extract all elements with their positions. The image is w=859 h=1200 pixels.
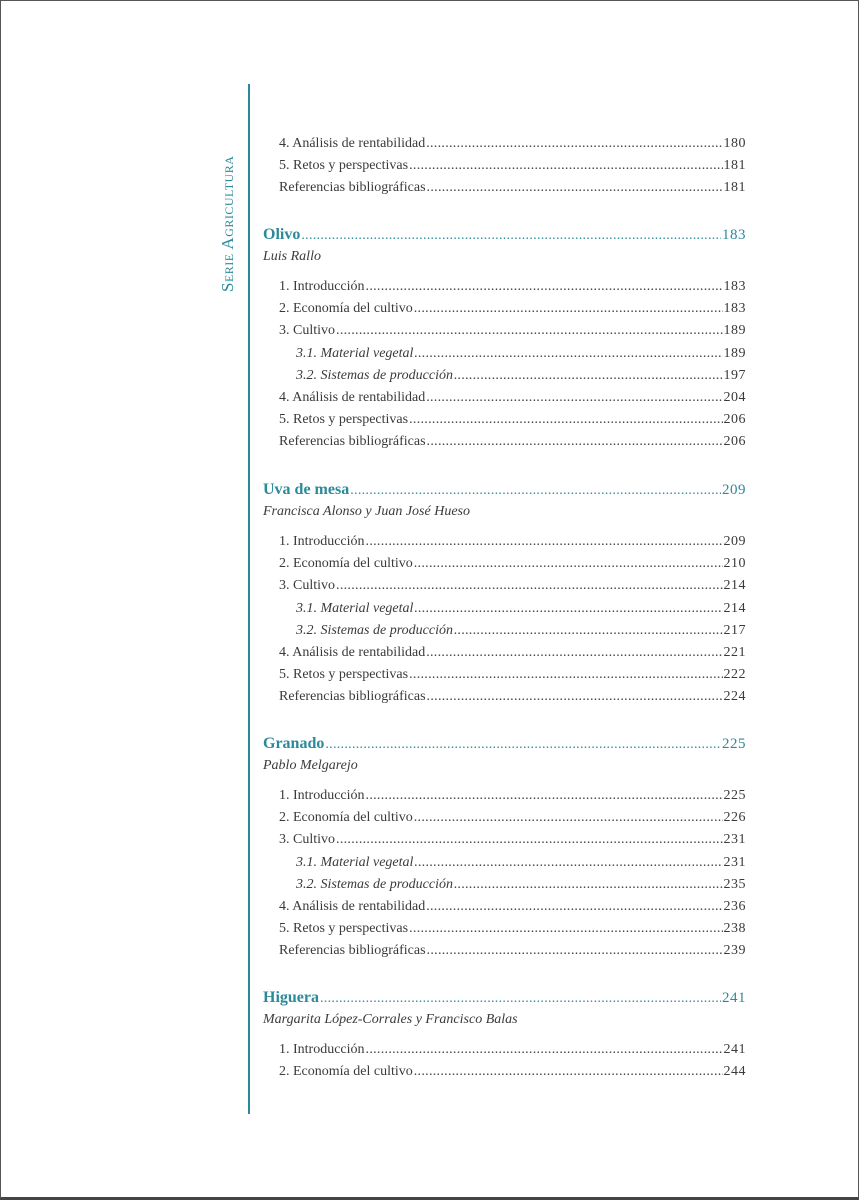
toc-item-page: 209 — [723, 534, 746, 549]
dot-leader — [336, 830, 722, 850]
toc-item-label: Referencias bibliográficas — [279, 689, 426, 705]
toc-item-label: 1. Introducción — [279, 788, 365, 803]
toc-item-label: 4. Análisis de rentabilidad — [279, 899, 426, 914]
toc-item — [279, 410, 746, 430]
chapter-heading — [263, 479, 746, 501]
dot-leader — [414, 853, 722, 873]
toc-item — [279, 554, 746, 574]
toc-item — [279, 897, 746, 917]
dot-leader — [454, 875, 723, 895]
toc-item — [279, 134, 746, 154]
toc-item-page: 204 — [723, 390, 746, 405]
toc-item — [279, 808, 746, 828]
dot-leader — [414, 808, 723, 828]
toc-item-label: 2. Economía del cultivo — [279, 556, 413, 572]
toc-item-page: 231 — [723, 832, 746, 848]
toc-item-page: 183 — [723, 301, 746, 317]
dot-leader — [336, 321, 722, 341]
toc-item-page: 225 — [723, 788, 746, 803]
toc-item-label: 3.2. Sistemas de producción — [296, 622, 453, 638]
toc-item-label: 3. Cultivo — [279, 323, 336, 339]
toc-subitem — [296, 344, 746, 364]
toc-item — [279, 576, 746, 596]
dot-leader — [414, 599, 722, 619]
toc-item-label: 3.2. Sistemas de producción — [296, 367, 453, 383]
dot-leader — [426, 388, 722, 408]
chapter-page: 183 — [722, 227, 746, 243]
toc-item-label: 4. Análisis de rentabilidad — [279, 136, 426, 151]
toc-item — [279, 665, 746, 685]
toc-item-page: 236 — [723, 899, 746, 914]
toc-item-page: 214 — [723, 578, 746, 594]
toc-item-label: 4. Análisis de rentabilidad — [279, 645, 426, 660]
toc-item-label: 3.1. Material vegetal — [296, 600, 414, 616]
series-title: Serie Agricultura — [218, 155, 237, 292]
toc-item-page: 189 — [723, 323, 746, 339]
toc-item-page: 206 — [723, 412, 746, 428]
toc-item — [279, 432, 746, 452]
toc-item-label: 3.1. Material vegetal — [296, 345, 414, 361]
toc-item-page: 222 — [723, 667, 746, 683]
chapter-heading — [263, 987, 746, 1009]
dot-leader — [427, 432, 723, 452]
toc-item — [279, 299, 746, 319]
toc-item-label: 1. Introducción — [279, 279, 365, 294]
toc-item — [279, 388, 746, 408]
dot-leader — [366, 277, 723, 297]
chapter-author: Pablo Melgarejo — [263, 758, 358, 773]
toc-item-label: 3.1. Material vegetal — [296, 854, 414, 870]
toc-item-label: 3.2. Sistemas de producción — [296, 876, 453, 892]
toc-item-page: 181 — [723, 180, 746, 196]
dot-leader — [427, 687, 723, 707]
chapter-author: Margarita López-Corrales y Francisco Balas — [263, 1012, 518, 1027]
toc-item-page: 235 — [723, 876, 746, 892]
toc-item — [279, 178, 746, 198]
toc-item-label: 4. Análisis de rentabilidad — [279, 390, 426, 405]
chapter-title: Uva de mesa — [263, 481, 350, 498]
toc-item-label: 1. Introducción — [279, 1042, 365, 1057]
toc-item-page: 224 — [723, 689, 746, 705]
toc-item-page: 239 — [723, 943, 746, 959]
dot-leader — [414, 1062, 723, 1082]
toc-item-label: 5. Retos y perspectivas — [279, 667, 409, 683]
toc-item-page: 181 — [723, 158, 746, 174]
toc-item-label: 2. Economía del cultivo — [279, 301, 413, 317]
dot-leader — [301, 225, 721, 247]
toc-item-page: 244 — [723, 1064, 746, 1080]
chapter-title: Olivo — [263, 226, 301, 243]
chapter-title: Higuera — [263, 989, 319, 1006]
toc-item-page: 221 — [723, 645, 746, 660]
toc-item-page: 183 — [723, 279, 746, 294]
dot-leader — [454, 621, 723, 641]
toc-item-page: 189 — [723, 345, 746, 361]
toc-item — [279, 1040, 746, 1060]
toc-item-page: 217 — [723, 622, 746, 638]
toc-item-page: 238 — [723, 921, 746, 937]
toc-subitem — [296, 621, 746, 641]
dot-leader — [366, 1040, 723, 1060]
toc-item-label: 1. Introducción — [279, 534, 365, 549]
toc-item-page: 197 — [723, 367, 746, 383]
spine-rule — [248, 84, 250, 1114]
dot-leader — [414, 344, 722, 364]
toc-subitem — [296, 853, 746, 873]
toc-item — [279, 830, 746, 850]
toc-item-label: 5. Retos y perspectivas — [279, 412, 409, 428]
toc-item-label: 3. Cultivo — [279, 832, 336, 848]
toc-subitem — [296, 875, 746, 895]
dot-leader — [366, 786, 723, 806]
dot-leader — [350, 480, 721, 502]
dot-leader — [427, 941, 723, 961]
toc-item — [279, 1062, 746, 1082]
dot-leader — [426, 897, 722, 917]
toc-item-page: 180 — [723, 136, 746, 151]
dot-leader — [409, 665, 722, 685]
dot-leader — [336, 576, 722, 596]
toc-item-label: Referencias bibliográficas — [279, 943, 426, 959]
toc-item-label: Referencias bibliográficas — [279, 434, 426, 450]
dot-leader — [409, 156, 722, 176]
dot-leader — [409, 919, 722, 939]
toc-item — [279, 277, 746, 297]
chapter-heading — [263, 733, 746, 755]
dot-leader — [426, 643, 722, 663]
toc-item-page: 214 — [723, 600, 746, 616]
chapter-title: Granado — [263, 735, 325, 752]
chapter-heading — [263, 224, 746, 246]
dot-leader — [320, 988, 721, 1010]
toc-item — [279, 687, 746, 707]
toc-item-page: 226 — [723, 810, 746, 826]
toc-subitem — [296, 599, 746, 619]
toc-item-label: 3. Cultivo — [279, 578, 336, 594]
toc-item — [279, 941, 746, 961]
toc-item-page: 206 — [723, 434, 746, 450]
toc-item — [279, 919, 746, 939]
toc-item-page: 241 — [723, 1042, 746, 1057]
toc-item — [279, 156, 746, 176]
toc-item — [279, 643, 746, 663]
dot-leader — [414, 299, 723, 319]
toc-item — [279, 532, 746, 552]
chapter-page: 241 — [722, 990, 746, 1006]
toc-item-label: 2. Economía del cultivo — [279, 810, 413, 826]
toc-item-label: 5. Retos y perspectivas — [279, 921, 409, 937]
dot-leader — [427, 178, 723, 198]
dot-leader — [454, 366, 723, 386]
dot-leader — [409, 410, 722, 430]
chapter-author: Francisca Alonso y Juan José Hueso — [263, 504, 470, 519]
toc-subitem — [296, 366, 746, 386]
chapter-page: 209 — [722, 482, 746, 498]
toc-item-label: Referencias bibliográficas — [279, 180, 426, 196]
toc-item-label: 5. Retos y perspectivas — [279, 158, 409, 174]
toc-item — [279, 321, 746, 341]
toc-item-label: 2. Economía del cultivo — [279, 1064, 413, 1080]
dot-leader — [426, 134, 722, 154]
chapter-author: Luis Rallo — [263, 249, 321, 264]
toc-item-page: 231 — [723, 854, 746, 870]
dot-leader — [414, 554, 723, 574]
dot-leader — [325, 734, 721, 756]
toc-item-page: 210 — [723, 556, 746, 572]
dot-leader — [366, 532, 723, 552]
chapter-page: 225 — [722, 736, 746, 752]
toc-item — [279, 786, 746, 806]
